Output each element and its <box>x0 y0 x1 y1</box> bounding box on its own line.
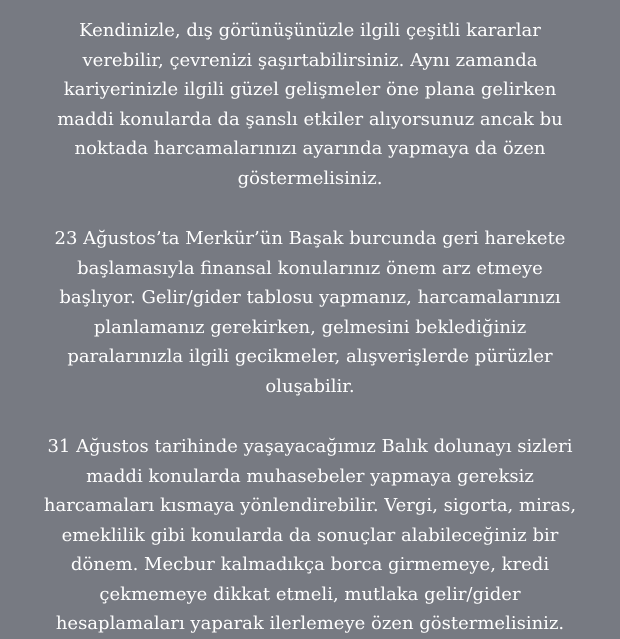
text-line: Kendinizle, dış görünüşünüzle ilgili çeşitli kararlar <box>79 20 541 41</box>
paragraph-1 <box>6 16 614 193</box>
text-line: başlamasıyla finansal konularınız önem arz etmeye <box>77 257 543 279</box>
paragraph-3 <box>6 432 614 639</box>
text-line: harcamaları kısmaya yönlendirebilir. Vergi, sigorta, miras, <box>43 495 577 516</box>
text-line: emeklilik gibi konularda da sonuçlar alabileceğiniz bir <box>61 524 559 546</box>
text-line: planlamanız gerekirken, gelmesini beklediğiniz <box>93 316 527 338</box>
text-line: çekmemeye dikkat etmeli, mutlaka gelir/gider <box>99 583 521 605</box>
text-line: oluşabilir. <box>265 375 355 397</box>
text-line: maddi konularda da şanslı etkiler alıyorsunuz ancak bu <box>57 108 563 130</box>
text-line: dönem. Mecbur kalmadıkça borca girmemeye, kredi <box>70 554 550 575</box>
text-line: 23 Ağustos’ta Merkür’ün Başak burcunda geri harekete <box>54 228 566 249</box>
text-line: noktada harcamalarınızı ayarında yapmaya da özen <box>74 138 546 159</box>
text-line: paralarınızla ilgili gecikmeler, alışverişlerde pürüzler <box>67 346 553 367</box>
text-line: maddi konularda muhasebeler yapmaya gereksiz <box>86 465 534 487</box>
paragraph-2 <box>6 224 614 401</box>
text-line: göstermelisiniz. <box>237 167 383 189</box>
text-line: hesaplamaları yaparak ilerlemeye özen göstermelisiniz. <box>55 613 565 634</box>
text-line: 31 Ağustos tarihinde yaşayacağımız Balık dolunayı sizleri <box>47 436 573 457</box>
text-line: başlıyor. Gelir/gider tablosu yapmanız, harcamalarınızı <box>59 287 561 308</box>
text-line: verebilir, çevrenizi şaşırtabilirsiniz. Aynı zamanda <box>82 49 538 71</box>
text-line: kariyerinizle ilgili güzel gelişmeler öne plana gelirken <box>63 79 557 100</box>
